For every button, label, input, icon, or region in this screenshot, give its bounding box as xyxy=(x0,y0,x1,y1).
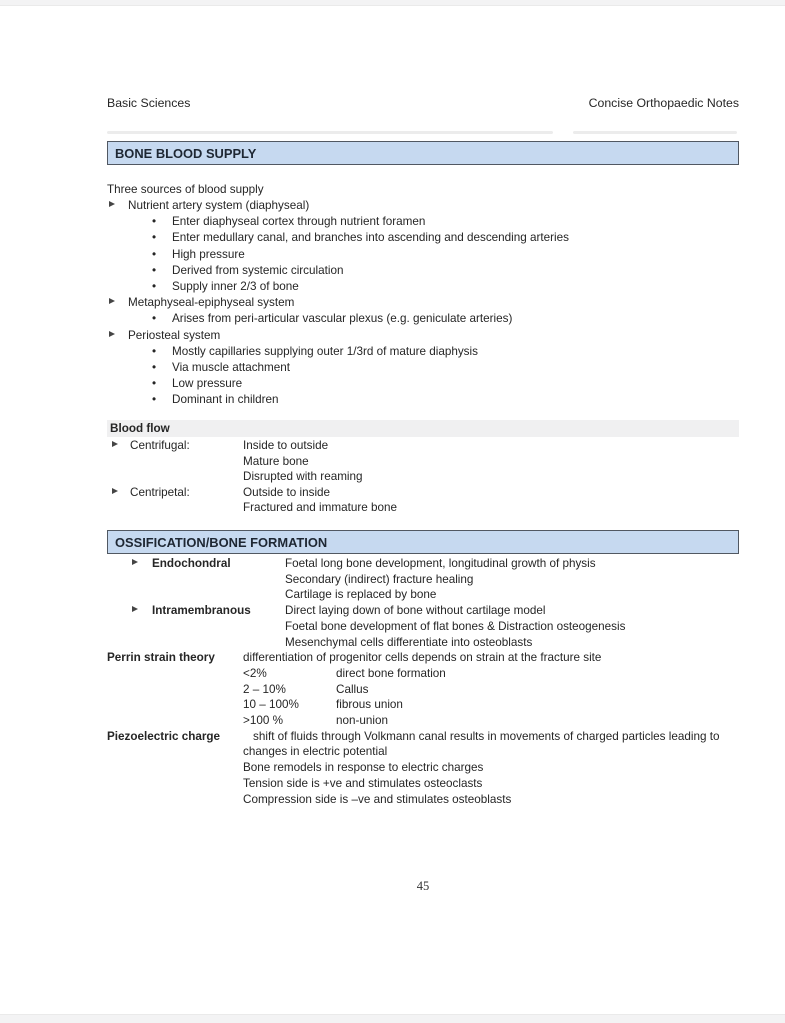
row-term xyxy=(107,603,285,650)
list-item xyxy=(107,311,739,327)
strain-result: Callus xyxy=(336,682,369,696)
strain-result: fibrous union xyxy=(336,698,403,712)
piezoelectric-charge-row xyxy=(107,729,739,808)
value-line: Secondary (indirect) fracture healing xyxy=(285,572,474,586)
list-item-label: Derived from systemic circulation xyxy=(172,263,344,277)
bullet-icon xyxy=(152,392,172,408)
page-top-edge xyxy=(0,0,785,6)
value-line: Tension side is +ve and stimulates osteoclasts xyxy=(243,776,483,790)
table-row xyxy=(107,556,739,603)
value-line: changes in electric potential xyxy=(243,745,388,759)
list-item xyxy=(107,344,739,360)
strain-range: <2% xyxy=(243,666,267,680)
row-term: Perrin strain theory xyxy=(107,651,215,665)
term-label: Intramembranous xyxy=(152,604,251,618)
list-item xyxy=(107,214,739,230)
value-line: Direct laying down of bone without cartilage model xyxy=(285,604,546,618)
table-row xyxy=(107,603,739,650)
row-term xyxy=(107,438,243,485)
arrow-icon xyxy=(130,558,152,567)
list-item-label: Dominant in children xyxy=(172,393,279,407)
value-line: Cartilage is replaced by bone xyxy=(285,588,437,602)
list-item-label: Supply inner 2/3 of bone xyxy=(172,280,299,294)
scan-artifact-line xyxy=(107,131,739,134)
list-item xyxy=(107,279,739,295)
list-item-label: Periosteal system xyxy=(128,328,221,342)
list-item xyxy=(107,360,739,376)
value-line: Mature bone xyxy=(243,454,309,468)
list-item-label: Low pressure xyxy=(172,377,243,391)
list-item xyxy=(107,328,739,344)
section-title: BONE BLOOD SUPPLY xyxy=(115,146,257,161)
bullet-icon xyxy=(152,360,172,376)
bullet-icon xyxy=(152,376,172,392)
page-bottom-edge xyxy=(0,1014,785,1023)
section-title: OSSIFICATION/BONE FORMATION xyxy=(115,535,328,550)
section-heading-ossification xyxy=(107,530,739,554)
list-item xyxy=(107,263,739,279)
row-values xyxy=(243,650,739,729)
list-item xyxy=(107,376,739,392)
list-item-label: Enter medullary canal, and branches into ascending and descending arteries xyxy=(172,231,569,245)
value-line: Fractured and immature bone xyxy=(243,501,397,515)
list-item-label: High pressure xyxy=(172,247,245,261)
list-item-label: Metaphyseal-epiphyseal system xyxy=(128,296,295,310)
perrin-strain-theory-row xyxy=(107,650,739,729)
arrow-icon xyxy=(110,440,130,449)
strain-row xyxy=(243,697,739,713)
arrow-icon xyxy=(107,200,128,209)
value-line: Mesenchymal cells differentiate into osteoblasts xyxy=(285,635,533,649)
arrow-icon xyxy=(130,605,152,614)
row-values xyxy=(285,556,739,603)
page-number: 45 xyxy=(416,879,430,893)
strain-row xyxy=(243,666,739,682)
list-item-label: Enter diaphyseal cortex through nutrient foramen xyxy=(172,215,426,229)
list-item-label: Arises from peri-articular vascular plexus (e.g. geniculate arteries) xyxy=(172,312,513,326)
value-line: shift of fluids through Volkmann canal results in movements of charged particles leading to xyxy=(253,729,720,743)
term-label: Centripetal: xyxy=(130,485,190,499)
list-item-label: Via muscle attachment xyxy=(172,361,291,375)
list-item-label: Nutrient artery system (diaphyseal) xyxy=(128,199,310,212)
bullet-icon xyxy=(152,311,172,327)
strain-range: 10 – 100% xyxy=(243,698,299,712)
row-values xyxy=(243,438,739,485)
bone-blood-supply-list xyxy=(107,198,739,409)
bullet-icon xyxy=(152,247,172,263)
bullet-icon xyxy=(152,214,172,230)
row-term xyxy=(107,485,243,516)
intro-text: Three sources of blood supply xyxy=(107,183,264,196)
strain-range: 2 – 10% xyxy=(243,682,286,696)
strain-result: non-union xyxy=(336,714,388,728)
term-label: Endochondral xyxy=(152,557,231,570)
bullet-icon xyxy=(152,230,172,246)
arrow-icon xyxy=(107,330,128,339)
arrow-icon xyxy=(107,297,128,306)
header-right: Concise Orthopaedic Notes xyxy=(588,96,739,110)
blood-flow-heading xyxy=(107,420,739,437)
subheading-label: Blood flow xyxy=(110,422,170,435)
running-header xyxy=(107,96,739,110)
table-row xyxy=(107,485,739,516)
list-item-label: Mostly capillaries supplying outer 1/3rd of mature diaphysis xyxy=(172,344,478,358)
value-line: Foetal bone development of flat bones & Distraction osteogenesis xyxy=(285,619,626,633)
value-line: Disrupted with reaming xyxy=(243,470,363,484)
blood-flow-table xyxy=(107,438,739,516)
list-item xyxy=(107,198,739,214)
ossification-content xyxy=(107,556,739,807)
bullet-icon xyxy=(152,263,172,279)
value-line: Outside to inside xyxy=(243,485,331,499)
value-line: differentiation of progenitor cells depends on strain at the fracture site xyxy=(243,651,602,665)
strain-range: >100 % xyxy=(243,714,283,728)
term-label: Centrifugal: xyxy=(130,439,190,452)
strain-row xyxy=(243,713,739,729)
list-item xyxy=(107,392,739,408)
strain-row xyxy=(243,682,739,698)
value-line: Foetal long bone development, longitudinal growth of physis xyxy=(285,557,596,570)
value-line: Bone remodels in response to electric charges xyxy=(243,761,484,775)
bullet-icon xyxy=(152,344,172,360)
row-values xyxy=(243,729,739,808)
header-left: Basic Sciences xyxy=(107,96,191,110)
row-values xyxy=(285,603,739,650)
list-item xyxy=(107,247,739,263)
scan-artifact-segment xyxy=(573,131,737,134)
list-item xyxy=(107,230,739,246)
row-values xyxy=(243,485,739,516)
value-line: Inside to outside xyxy=(243,439,329,452)
value-line: Compression side is –ve and stimulates osteoblasts xyxy=(243,792,512,806)
scan-artifact-segment xyxy=(107,131,553,134)
section-heading-bone-blood-supply xyxy=(107,141,739,165)
table-row xyxy=(107,438,739,485)
row-term: Piezoelectric charge xyxy=(107,729,221,743)
strain-result: direct bone formation xyxy=(336,666,446,680)
row-term xyxy=(107,556,285,603)
arrow-icon xyxy=(110,487,130,496)
bullet-icon xyxy=(152,279,172,295)
list-item xyxy=(107,295,739,311)
